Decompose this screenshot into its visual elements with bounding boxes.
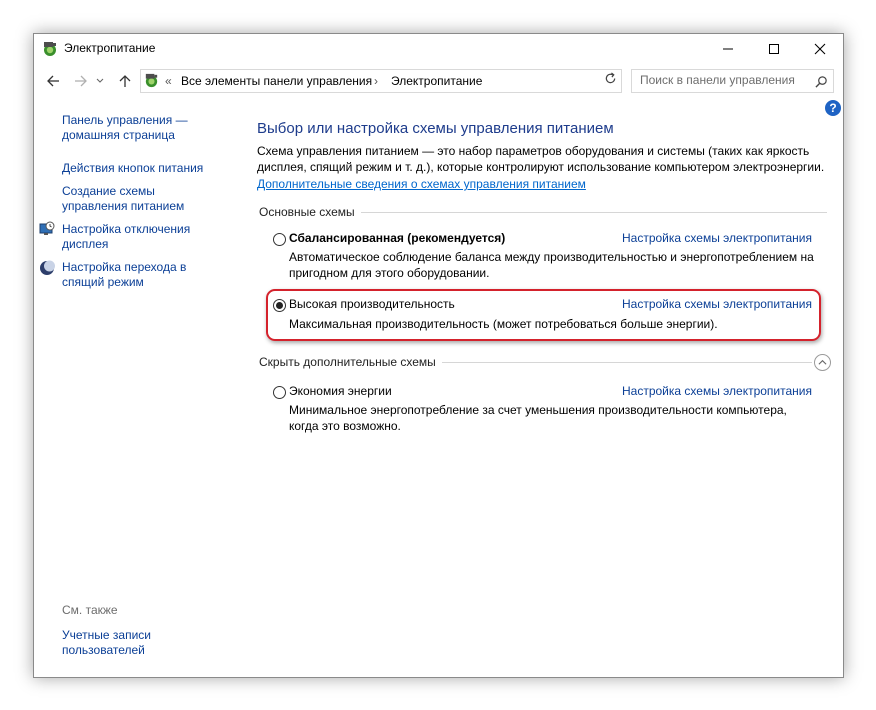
close-icon: [814, 43, 826, 55]
collapse-additional-plans-button[interactable]: [814, 354, 831, 371]
search-box[interactable]: [631, 69, 834, 93]
sidebar-link-user-accounts[interactable]: Учетные записи пользователей: [62, 628, 151, 657]
forward-button[interactable]: [71, 71, 91, 91]
search-input[interactable]: [632, 70, 810, 90]
high-performance-plan-name[interactable]: Высокая производительность: [289, 297, 455, 311]
balanced-plan-radio[interactable]: [273, 233, 286, 246]
back-arrow-icon: [46, 74, 60, 88]
page-title: Выбор или настройка схемы управления питанием: [257, 120, 614, 137]
title-bar: [34, 34, 843, 64]
sidebar-link-sleep-mode[interactable]: Настройка перехода в спящий режим: [62, 260, 187, 289]
search-button[interactable]: [811, 71, 831, 91]
navigation-bar: [34, 67, 843, 95]
minimize-button[interactable]: [705, 34, 751, 64]
power-options-icon: [143, 72, 160, 89]
back-button[interactable]: [43, 71, 63, 91]
high-performance-plan-description: Максимальная производительность (может потребоваться больше энергии).: [289, 317, 718, 331]
hide-additional-plans-toggle[interactable]: Скрыть дополнительные схемы: [259, 355, 442, 369]
see-also-heading: См. также: [62, 603, 118, 617]
balanced-plan-description: Автоматическое соблюдение баланса между производительностью и энергопотреблением на пригодном для этого оборудовании.: [289, 250, 814, 280]
maximize-icon: [768, 43, 780, 55]
power-saver-plan-radio[interactable]: [273, 386, 286, 399]
breadcrumb-all-items[interactable]: Все элементы панели управления: [181, 74, 373, 88]
moon-icon: [39, 260, 55, 276]
help-button[interactable]: [825, 100, 841, 116]
search-icon: [815, 75, 828, 88]
window-title: Электропитание: [64, 41, 156, 55]
monitor-clock-icon: [39, 221, 55, 237]
up-button[interactable]: [115, 71, 135, 91]
high-performance-plan-settings-link[interactable]: Настройка схемы электропитания: [622, 297, 812, 311]
high-performance-plan-radio[interactable]: [273, 299, 286, 312]
sidebar-link-create-plan[interactable]: Создание схемы управления питанием: [62, 184, 185, 213]
recent-locations-button[interactable]: [94, 71, 106, 91]
close-button[interactable]: [797, 34, 843, 64]
power-saver-plan-settings-link[interactable]: Настройка схемы электропитания: [622, 384, 812, 398]
power-options-icon: [41, 40, 59, 58]
breadcrumb-separator[interactable]: ›: [374, 74, 378, 88]
up-arrow-icon: [118, 74, 132, 88]
help-icon: ?: [829, 101, 837, 115]
recent-dropdown-icon: [96, 77, 104, 85]
more-info-link[interactable]: Дополнительные сведения о схемах управления питанием: [257, 177, 586, 191]
sidebar-link-control-panel-home[interactable]: Панель управления — домашняя страница: [62, 113, 188, 142]
power-options-window: [33, 33, 844, 678]
power-saver-plan-description: Минимальное энергопотребление за счет уменьшения производительности компьютера, когда это возможно.: [289, 403, 787, 433]
power-saver-plan-name[interactable]: Экономия энергии: [289, 384, 392, 398]
sidebar-link-display-off[interactable]: Настройка отключения дисплея: [62, 222, 191, 251]
refresh-button[interactable]: [600, 68, 620, 88]
collapse-up-icon: [818, 358, 827, 367]
forward-arrow-icon: [74, 74, 88, 88]
address-bar[interactable]: [140, 69, 622, 93]
sidebar-link-power-buttons[interactable]: Действия кнопок питания: [62, 161, 204, 175]
balanced-plan-name[interactable]: Сбалансированная (рекомендуется): [289, 231, 506, 245]
breadcrumb-current[interactable]: Электропитание: [391, 74, 483, 88]
breadcrumb-overflow[interactable]: «: [165, 74, 172, 88]
refresh-icon: [604, 72, 617, 85]
maximize-button[interactable]: [751, 34, 797, 64]
basic-plans-heading: Основные схемы: [259, 205, 361, 219]
page-description: Схема управления питанием — это набор параметров оборудования и системы (таких как яркость дисплея, спящий режим и т. д.), которые контролируют использование компьютером электроэнергии.: [257, 144, 825, 174]
balanced-plan-settings-link[interactable]: Настройка схемы электропитания: [622, 231, 812, 245]
minimize-icon: [722, 43, 734, 55]
